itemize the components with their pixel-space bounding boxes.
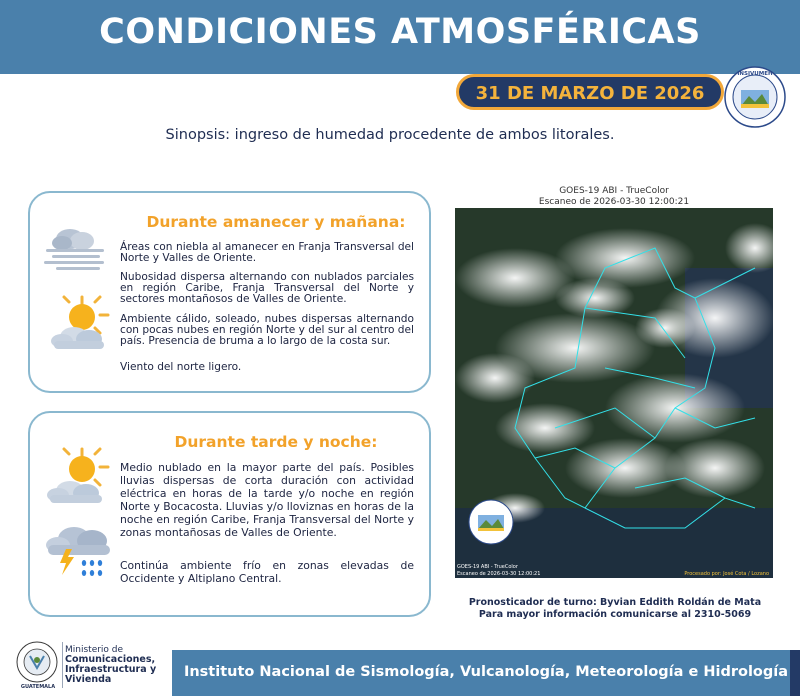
fog-icon [42, 223, 112, 273]
footer-band-edge [790, 650, 800, 696]
country-label: GUATEMALA [20, 684, 56, 690]
footer-divider [62, 642, 63, 688]
satellite-caption-line2: Escaneo de 2026-03-30 12:00:21 [538, 197, 690, 207]
morning-paragraph-3: Ambiente cálido, soleado, nubes dispersas alternando con pocas nubes en región Norte y del sur al centro del país. Presencia de bruma a lo largo de la costa sur. [120, 313, 414, 348]
institute-name: Instituto Nacional de Sismología, Vulcanología, Meteorología e Hidrología [183, 664, 789, 680]
synopsis: Sinopsis: ingreso de humedad procedente de ambos litorales. [165, 127, 615, 143]
ministry-line3: Infraestructura y [65, 664, 157, 675]
ministry-line2: Comunicaciones, [65, 654, 156, 665]
seal-text: INSIVUMEH [737, 71, 773, 77]
guatemala-coat-of-arms-icon [12, 640, 62, 688]
satellite-inner-label1: GOES-19 ABI - TrueColor [457, 564, 518, 570]
ministry-line4: Vivienda [65, 674, 112, 685]
satellite-map-graphic [455, 208, 773, 578]
page-title: CONDICIONES ATMOSFÉRICAS [99, 12, 701, 52]
satellite-credit: Procesado por: José Cota / Lozano [684, 571, 769, 577]
satellite-caption-line1: GOES-19 ABI - TrueColor [559, 186, 669, 196]
partly-cloudy-icon [40, 447, 112, 509]
evening-paragraph-1: Medio nublado en la mayor parte del país. Posibles lluvias dispersas de corta duración con actividad eléctrica en horas de la tarde y/o noche en región Norte y Bocacosta. Lluvias y/o lloviznas en horas de la noche en región Caribe, Franja Transversal del Norte y zonas montañosas de Valles de Oriente. [120, 461, 414, 539]
contact-text: Para mayor información comunicarse al 2310-5069 [478, 609, 752, 620]
evening-paragraph-2: Continúa ambiente frío en zonas elevadas de Occidente y Altiplano Central. [120, 559, 414, 585]
morning-card [28, 191, 431, 393]
evening-card [28, 411, 431, 617]
morning-paragraph-4: Viento del norte ligero. [120, 361, 242, 373]
insivumeh-seal-icon [724, 66, 786, 128]
date-text: 31 DE MARZO DE 2026 [475, 83, 705, 104]
forecaster-text: Pronosticador de turno: Byvian Eddith Roldán de Mata [468, 597, 762, 608]
partly-cloudy-icon [44, 293, 114, 355]
morning-title: Durante amanecer y mañana: [146, 213, 406, 231]
morning-paragraph-2: Nubosidad dispersa alternando con nublados parciales en región Caribe, Franja Transversal del Norte y sectores montañosos de Valles de Oriente. [120, 271, 414, 306]
ministry-line1: Ministerio de [65, 645, 124, 655]
ministry-text [65, 645, 156, 685]
evening-title: Durante tarde y noche: [174, 433, 378, 451]
satellite-image [455, 208, 773, 578]
satellite-inner-label2: Escaneo de 2026-03-30 12:00:21 [457, 571, 541, 577]
date-badge [456, 74, 724, 110]
morning-paragraph-1: Áreas con niebla al amanecer en Franja Transversal del Norte y Valles de Oriente. [120, 241, 414, 265]
footer-band [172, 650, 800, 696]
thunderstorm-icon [38, 521, 120, 587]
